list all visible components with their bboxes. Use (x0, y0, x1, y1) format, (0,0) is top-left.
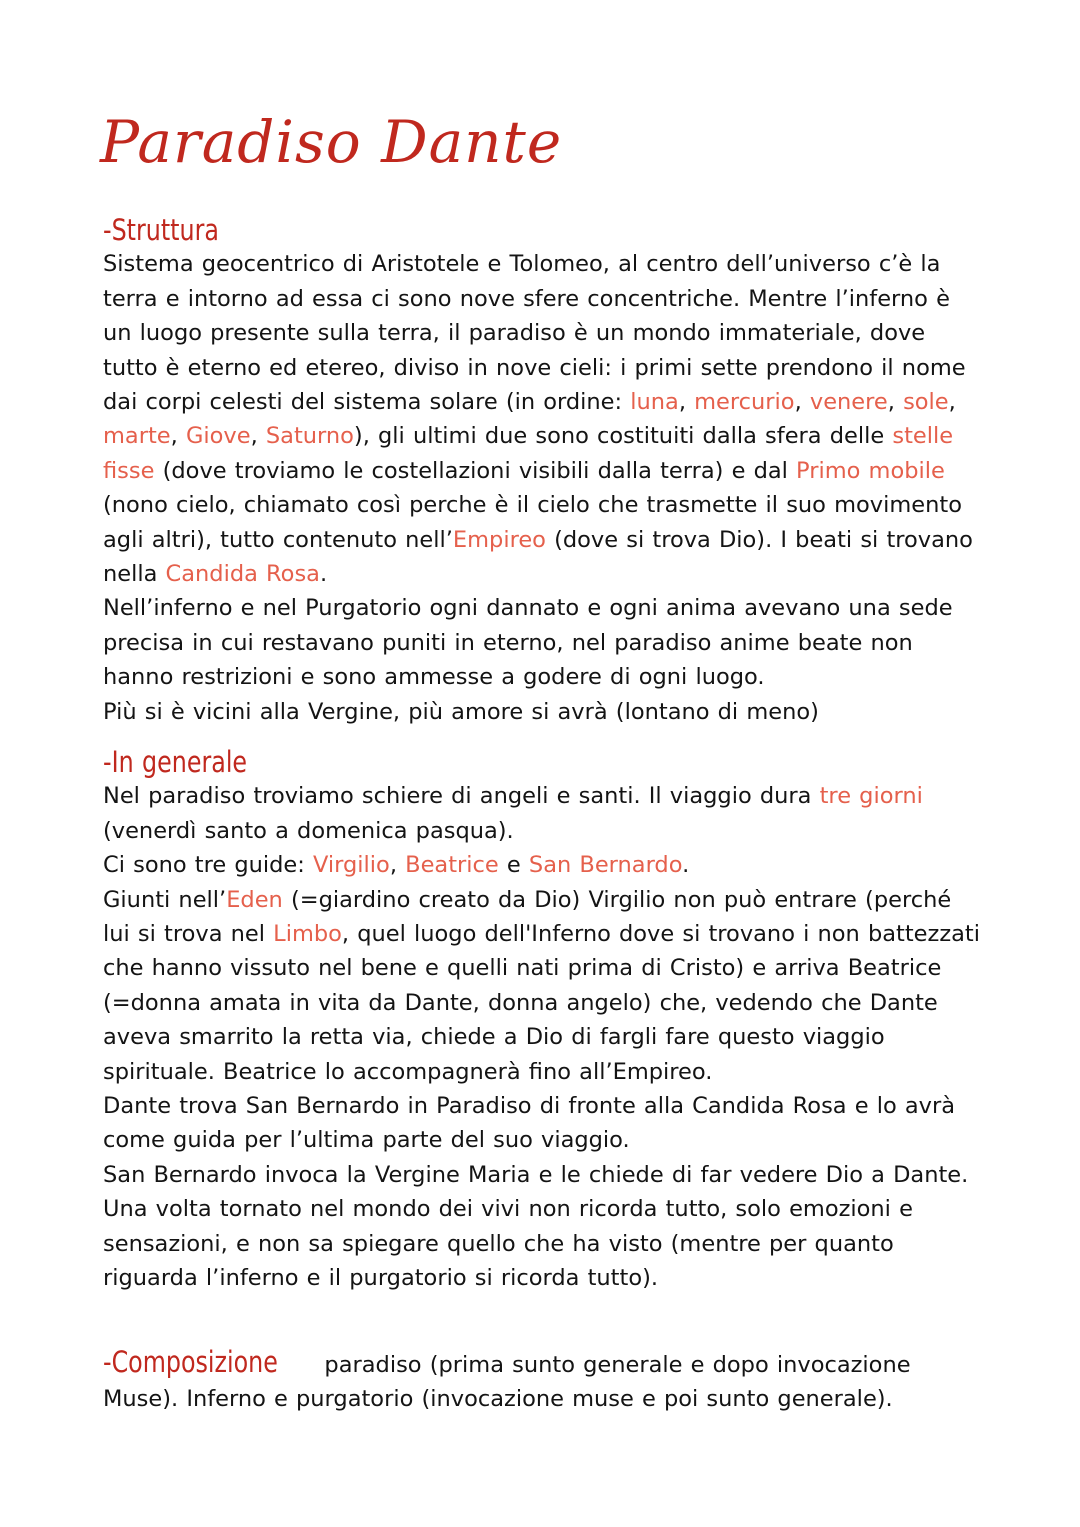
paragraph-generale-2 (103, 848, 983, 882)
section-composizione (103, 1345, 983, 1417)
highlight-empireo: Empireo (452, 526, 546, 553)
text-span: , quel luogo dell'Inferno dove si trovano i non battezzati che hanno vissuto nel bene e quelli nati prima di Cristo) e arriva Beatrice (=donna amata in vita da Dante, donna angelo) che, vedendo che Dante aveva smarrito la retta via, chiede a Dio di fargli fare questo viaggio spirituale. Beatrice lo accompagnerà fino all’Empireo. (103, 921, 980, 1085)
section-in-generale (103, 745, 983, 1296)
section-heading-struttura: -Struttura (103, 213, 219, 247)
paragraph-struttura-3: Più si è vicini alla Vergine, più amore si avrà (lontano di meno) (103, 698, 819, 725)
text-span: . (682, 852, 690, 879)
text-span: e (498, 852, 529, 879)
text-span: ), gli ultimi due sono costituiti dalla sfera delle (353, 423, 893, 450)
highlight-candida-rosa: Candida Rosa (165, 561, 320, 588)
highlight-san-bernardo: San Bernardo (528, 852, 683, 879)
highlight-saturno: Saturno (265, 423, 354, 450)
highlight-giove: Giove (185, 423, 251, 450)
highlight-limbo: Limbo (273, 921, 342, 948)
text-span: (nono cielo, chiamato così perche è il cielo che trasmette il suo movimento agli altri), tutto contenuto nell’ (103, 492, 962, 553)
paragraph-struttura-2: Nell’inferno e nel Purgatorio ogni dannato e ogni anima avevano una sede precisa in cui restavano puniti in eterno, nel paradiso anime beate non hanno restrizioni e sono ammesse a godere di ogni luogo. (103, 595, 953, 691)
text-span: paradiso (prima sunto generale e dopo invocazione Muse). Inferno e purgatorio (invocazione muse e poi sunto generale). (103, 1352, 911, 1413)
text-span: Nel paradiso troviamo schiere di angeli e santi. Il viaggio dura (103, 783, 820, 810)
highlight-primo-mobile: Primo mobile (796, 457, 945, 484)
text-span: , (170, 423, 186, 450)
text-span: Giunti nell’ (103, 886, 227, 913)
highlight-marte: marte (103, 423, 171, 450)
highlight-tre-giorni: tre giorni (819, 783, 923, 810)
text-span: (venerdì santo a domenica pasqua). (103, 817, 514, 844)
highlight-stelle-fisse: stelle fisse (103, 423, 954, 484)
paragraph-composizione (103, 1345, 983, 1417)
highlight-mercurio: mercurio (694, 389, 795, 416)
text-span: Sistema geocentrico di Aristotele e Tolomeo, al centro dell’universo c’è la terra e intorno ad essa ci sono nove sfere concentriche. Mentre l’inferno è un luogo presente sulla terra, il paradiso è un mondo immateriale, dove tutto è eterno ed etereo, diviso in nove cieli: i primi sette prendono il nome dai corpi celesti del sistema solare (in ordine: (103, 251, 966, 416)
highlight-eden: Eden (226, 886, 283, 913)
paragraph-struttura-1 (103, 247, 983, 591)
text-span: , (794, 389, 810, 416)
text-span: (=giardino creato da Dio) Virgilio non può entrare (perché lui si trova nel (103, 886, 952, 948)
highlight-sole: sole (903, 389, 949, 416)
highlight-beatrice: Beatrice (405, 852, 499, 879)
text-span: , (948, 389, 956, 416)
highlight-venere: venere (809, 389, 888, 416)
paragraph-generale-5: San Bernardo invoca la Vergine Maria e le chiede di far vedere Dio a Dante. Una volta tornato nel mondo dei vivi non ricorda tutto, solo emozioni e sensazioni, e non sa spiegare quello che ha visto (mentre per quanto riguarda l’inferno e il purgatorio si ricorda tutto). (103, 1161, 969, 1292)
page-title: Paradiso Dante (100, 108, 563, 176)
highlight-luna: luna (630, 389, 679, 416)
text-span: (dove troviamo le costellazioni visibili dalla terra) e dal (154, 457, 797, 484)
text-span: (dove si trova Dio). I beati si trovano nella (103, 526, 973, 588)
section-struttura (103, 213, 983, 729)
text-span: , (389, 852, 406, 879)
section-heading-composizione: -Composizione (103, 1345, 278, 1379)
text-span: , (678, 389, 695, 416)
paragraph-generale-1 (103, 779, 983, 848)
text-span: . (319, 561, 328, 588)
paragraph-generale-4: Dante trova San Bernardo in Paradiso di fronte alla Candida Rosa e lo avrà come guida per l’ultima parte del suo viaggio. (103, 1093, 956, 1154)
text-span: , (250, 423, 266, 450)
highlight-virgilio: Virgilio (313, 852, 390, 879)
text-span: Ci sono tre guide: (103, 852, 314, 879)
paragraph-generale-3 (103, 883, 983, 1089)
section-heading-in-generale: -In generale (103, 745, 248, 779)
text-span: , (887, 389, 904, 416)
